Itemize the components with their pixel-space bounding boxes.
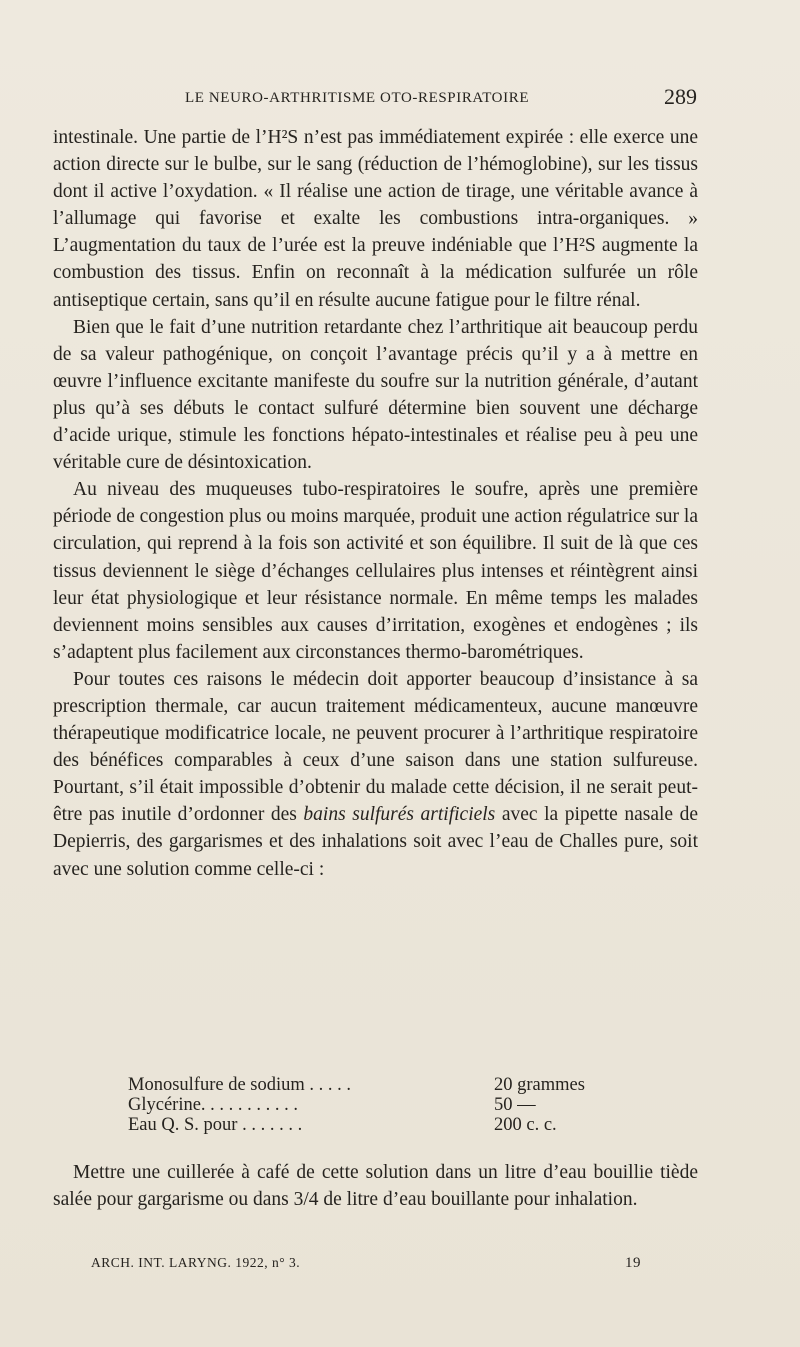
- body-text: [53, 124, 698, 883]
- paragraph-4-text-a: Pour toutes ces raisons le médecin doit apporter beaucoup d’insistance à sa prescription thermale, car aucun traitement médicamenteux, aucune manœuvre thérapeutique modificatrice locale, ne peuvent procurer à l’arthritique respiratoire des bénéfices comparables à ceux d’une saison dans une station sulfureuse. Pourtant, s’il était impossible d’obtenir du malade cette décision, il ne serait peut-être pas inutile d’ordonner des: [53, 668, 698, 826]
- signature-mark: 19: [625, 1255, 641, 1271]
- formula-row: [128, 1095, 598, 1115]
- closing-text: [53, 1159, 698, 1213]
- paragraph-2: Bien que le fait d’une nutrition retardante chez l’arthritique ait beaucoup perdu de sa valeur pathogénique, on conçoit l’avantage précis qu’il y a à mettre en œuvre l’influence excitante manifeste du soufre sur la nutrition générale, d’autant plus qu’à ses débuts le contact sulfuré détermine bien souvent une décharge d’acide urique, stimule les fonctions hépato-intestinales et réalise peu à peu une véritable cure de désintoxication.: [53, 316, 698, 474]
- prescription-formula: [128, 1075, 598, 1135]
- page-footer: [91, 1255, 641, 1275]
- paragraph-4: [53, 666, 698, 883]
- paragraph-4-text-b: avec la pipette nasale de Depierris, des gargarismes et des inhalations soit avec l’eau de Challes pure, soit avec une solution comme celle-ci :: [53, 804, 698, 880]
- formula-quantity: 20 grammes: [494, 1075, 585, 1095]
- paragraph-4-italic: bains sulfurés artificiels: [303, 804, 496, 826]
- closing-paragraph: Mettre une cuillerée à café de cette solution dans un litre d’eau bouillie tiède salée pour gargarisme ou dans 3/4 de litre d’eau bouillante pour inhalation.: [53, 1162, 698, 1211]
- paragraph-1: intestinale. Une partie de l’H²S n’est pas immédiatement expirée : elle exerce une action directe sur le bulbe, sur le sang (réduction de l’hémoglobine), sur les tissus dont il active l’oxydation. « Il réalise une action de tirage, une véritable avance à l’allumage qui favorise et exalte les combustions intra-organiques. » L’augmentation du taux de l’urée est la preuve indéniable que l’H²S augmente la combustion des tissus. Enfin on reconnaît à la médication sulfurée un rôle antiseptique certain, sans qu’il en résulte aucune fatigue pour le filtre rénal.: [53, 127, 698, 311]
- formula-ingredient: Glycérine. . . . . . . . . . .: [128, 1095, 299, 1115]
- running-head: [185, 84, 697, 114]
- paragraph-3: Au niveau des muqueuses tubo-respiratoires le soufre, après une première période de congestion plus ou moins marquée, produit une action régulatrice sur la circulation, qui reprend à la fois son activité et son équilibre. Il suit de là que ces tissus deviennent le siège d’échanges cellulaires plus intenses et réintègrent ainsi leur état physiologique et leur résistance normale. En même temps les malades deviennent moins sensibles aux causes d’irritation, exogènes et endogènes ; ils s’adaptent plus facilement aux circonstances thermo-barométriques.: [53, 479, 698, 663]
- page-number: 289: [664, 84, 697, 109]
- running-title: LE NEURO-ARTHRITISME OTO-RESPIRATOIRE: [185, 90, 530, 106]
- formula-row: [128, 1075, 598, 1095]
- formula-quantity: 200 c. c.: [494, 1115, 557, 1135]
- formula-ingredient: Monosulfure de sodium . . . . .: [128, 1075, 352, 1095]
- formula-quantity: 50 —: [494, 1095, 536, 1115]
- journal-citation: ARCH. INT. LARYNG. 1922, n° 3.: [91, 1255, 301, 1270]
- formula-ingredient: Eau Q. S. pour . . . . . . .: [128, 1115, 303, 1135]
- formula-row: [128, 1115, 598, 1135]
